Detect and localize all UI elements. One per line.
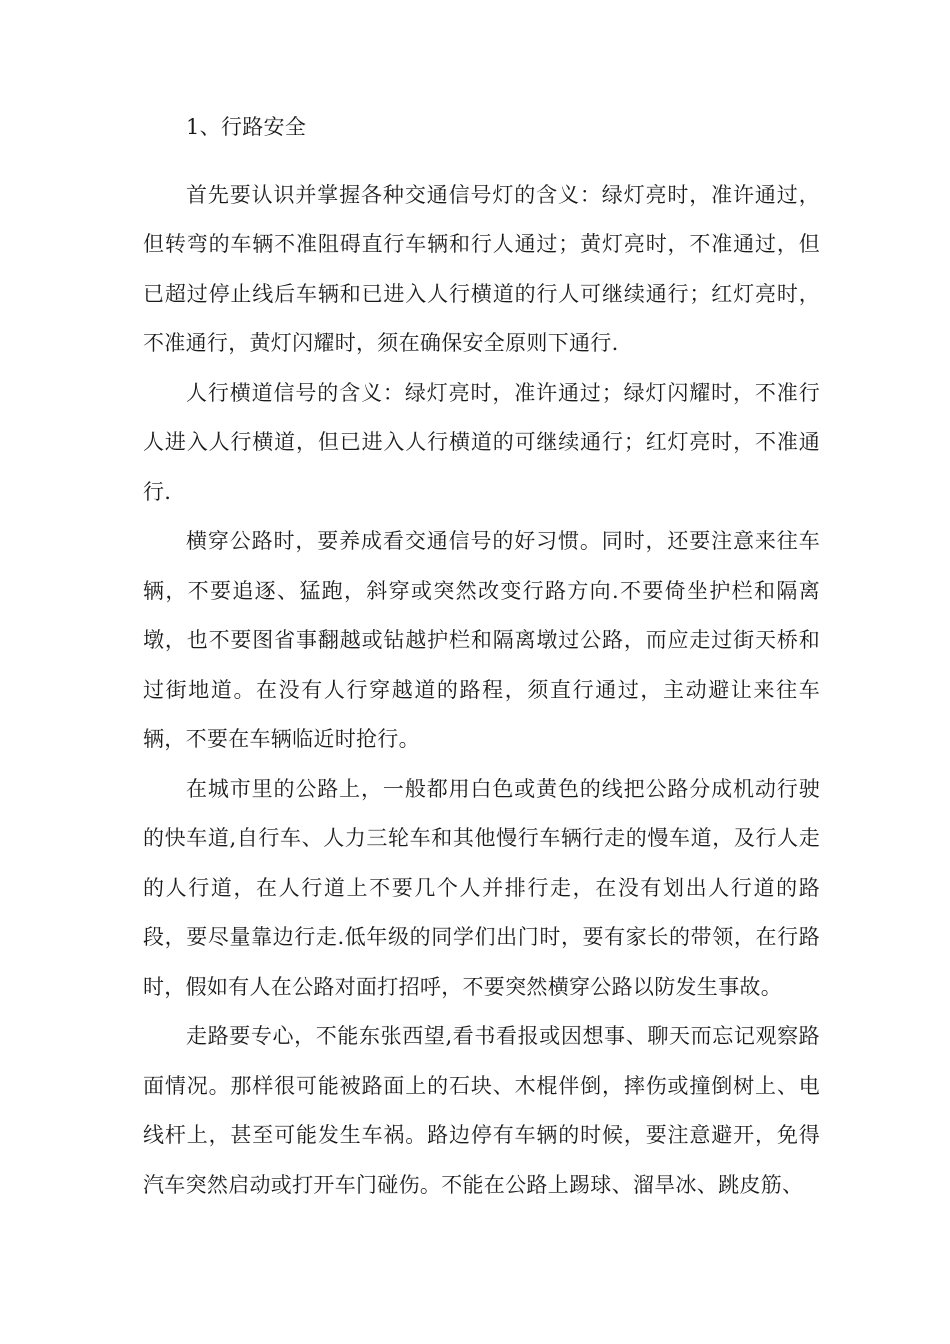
document-body [143,103,820,1210]
paragraph-crossing-road: 横穿公路时，要养成看交通信号的好习惯。同时，还要注意来往车辆，不要追逐、猛跑，斜穿或突然改变行路方向.不要倚坐护栏和隔离墩，也不要图省事翻越或钻越护栏和隔离墩过公路，而应走过街天桥和过街地道。在没有人行穿越道的路程，须直行通过，主动避让来往车辆，不要在车辆临近时抢行。 [143,529,820,751]
section-heading: 1、行路安全 [186,115,307,139]
paragraph-crosswalk-signals: 人行横道信号的含义：绿灯亮时，准许通过；绿灯闪耀时，不准行人进入人行横道，但已进入人行横道的可继续通行；红灯亮时，不准通行. [143,380,820,504]
paragraph-walking-attention: 走路要专心，不能东张西望,看书看报或因想事、聊天而忘记观察路面情况。那样很可能被路面上的石块、木棍伴倒，摔伤或撞倒树上、电线杆上，甚至可能发生车祸。路边停有车辆的时候，要注意避开，免得汽车突然启动或打开车门碰伤。不能在公路上踢球、溜旱冰、跳皮筋、 [143,1024,820,1197]
paragraph-city-lanes: 在城市里的公路上，一般都用白色或黄色的线把公路分成机动行驶的快车道,自行车、人力三轮车和其他慢行车辆行走的慢车道，及行人走的人行道，在人行道上不要几个人并排行走，在没有划出人行道的路段，要尽量靠边行走.低年级的同学们出门时，要有家长的带领，在行路时，假如有人在公路对面打招呼，不要突然横穿公路以防发生事故。 [143,776,820,999]
paragraph-traffic-lights: 首先要认识并掌握各种交通信号灯的含义：绿灯亮时，准许通过，但转弯的车辆不准阻碍直行车辆和行人通过；黄灯亮时，不准通过，但已超过停止线后车辆和已进入人行横道的行人可继续通行；红灯亮时，不准通行，黄灯闪耀时，须在确保安全原则下通行. [143,182,820,355]
